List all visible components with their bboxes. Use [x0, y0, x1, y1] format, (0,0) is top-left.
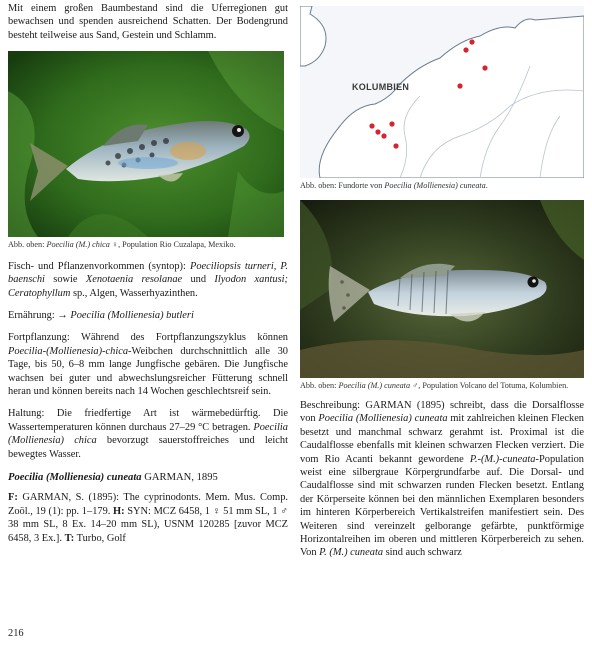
caption-species: Poecilia (Mollienesia) cuneata	[384, 181, 486, 190]
ref-label-t: T:	[64, 532, 75, 544]
text: und	[182, 274, 215, 286]
species-name: Ilyodon xantusi; Ceratophyllum	[8, 274, 288, 299]
map-caption	[300, 181, 584, 192]
page-number: 216	[8, 628, 24, 639]
photo2-caption	[300, 381, 584, 392]
species-name: Xenotaenia resolanae	[85, 274, 183, 286]
haltung-paragraph	[8, 407, 288, 461]
reference-paragraph	[8, 491, 288, 545]
ref-text: SYN: MCZ 6458, 1 ♀ 51 mm SL, 1 ♂ 38 mm SL, 8 Ex. 14–20 mm SL), USNM 120285 [zuvor MCZ 6458, 3 Ex.].	[8, 505, 288, 544]
section-author: GARMAN, 1895	[144, 472, 218, 483]
ref-label-f: F:	[8, 492, 18, 504]
map-graphic	[300, 6, 584, 178]
syntop-paragraph	[8, 260, 288, 300]
species-name: Poeciliopsis turneri, P. baenschi	[8, 260, 288, 286]
photo-poecilia-cuneata	[300, 200, 584, 378]
photo1-caption	[8, 240, 288, 251]
caption-species: Poecilia (M.) cuneata	[338, 380, 411, 390]
caption-text: ♀, Population Rio Cuzalapa, Mexiko.	[109, 240, 236, 250]
species-name: Poecilia-(Mollienesia)-chica-	[8, 345, 132, 357]
caption-text: ♂, Population Volcano del Totuma, Kolumbien.	[410, 380, 569, 390]
photo-poecilia-chica	[8, 51, 284, 237]
species-name: Poecilia (Mollienesia) cuneata	[318, 413, 448, 425]
text: sp., Algen, Wasserhyazinthen.	[70, 287, 198, 299]
distribution-map	[300, 6, 584, 178]
left-column	[8, 0, 288, 545]
fish-photo-chica	[8, 51, 284, 237]
species-name: Poecilia (Mollienesia) chica	[8, 421, 288, 447]
caption-text: Abb. oben: Fundorte von	[300, 181, 385, 190]
caption-text: Abb. oben:	[300, 380, 339, 390]
haltung-lead: Haltung: Die friedfertige Art ist wärmebedürftig. Die Wassertemperaturen können durchaus 27–29 °C betragen.	[8, 408, 288, 433]
fish-photo-cuneata	[300, 200, 584, 378]
text: Weibchen durchschnittlich alle 30 Tage, bis 50, 6–8 mm lange Jungfische gebären. Die Jungfische wachsen bei guter und abwechslungsreicher Fütterung schnell heran und können bereits nach 14 Wochen geschlechtsreif sein.	[8, 345, 288, 397]
intro-paragraph: Mit einem großen Baumbestand sind die Uferregionen gut bewachsen und spenden ausreichend Schatten. Der Bodengrund besteht teilweise aus Sand, Gestein und Schlamm.	[8, 3, 288, 41]
text: sowie	[44, 274, 86, 286]
text: sind auch schwarz	[383, 547, 462, 559]
species-name: Poecilia (Mollienesia) butleri	[70, 309, 194, 321]
caption-text: Abb. oben:	[8, 240, 47, 250]
section-species: Poecilia (Mollienesia) cuneata	[8, 472, 142, 483]
text: mit zahlreichen kleinen Flecken besetzt und manchmal schwarz gerahmt ist. Proximal ist die Caudalflosse ebenfalls mit kleinen schwarzen Flecken verziert. Die vom Rio Acanti bekannt gewordene	[300, 413, 584, 465]
right-column	[300, 0, 584, 560]
ref-text: Turbo, Golf	[74, 532, 126, 544]
ref-text: GARMAN, S. (1895): The cyprinodonts. Mem. Mus. Comp. Zoöl., 19 (1): pp. 1–179.	[8, 492, 288, 517]
section-heading	[8, 471, 288, 484]
caption-species: Poecilia (M.) chica	[46, 240, 110, 250]
ref-label-h: H:	[113, 505, 125, 517]
beschreibung-paragraph	[300, 399, 584, 560]
syntop-lead: Fisch- und Pflanzenvorkommen (syntop):	[8, 260, 190, 272]
fortpflanzung-paragraph	[8, 331, 288, 398]
text: Population weist eine silbergraue Körpergrundfarbe auf. Die Dorsal- und Caudalflosse sind mit schwarzen runden Flecken besetzt. Entlang der Körperseite können bei den männlichen Exemplaren besonders im hinteren Körperbereich Vertikalstreifen manifestiert sein. Des Weiteren sind vereinzelt gelborange gefärbte, punktförmige Horizontalreihen im oberen und mittleren Körperbereich zu sehen. Von	[300, 453, 584, 559]
fortpflanzung-lead: Fortpflanzung: Während des Fortpflanzungszyklus können	[8, 332, 288, 344]
ernaehrung-paragraph	[8, 309, 288, 322]
caption-text: .	[485, 181, 488, 190]
map-label: KOLUMBIEN	[352, 82, 410, 92]
species-name: P.-(M.)-cuneata-	[469, 453, 539, 465]
species-name: P. (M.) cuneata	[319, 547, 384, 559]
text: bevorzugt sauerstoffreiches und leicht bewegtes Wasser.	[8, 435, 288, 460]
beschreibung-lead: Beschreibung: GARMAN (1895) schreibt, dass die Dorsalflosse von	[300, 400, 584, 425]
ernaehrung-lead: Ernährung: →	[8, 309, 71, 321]
